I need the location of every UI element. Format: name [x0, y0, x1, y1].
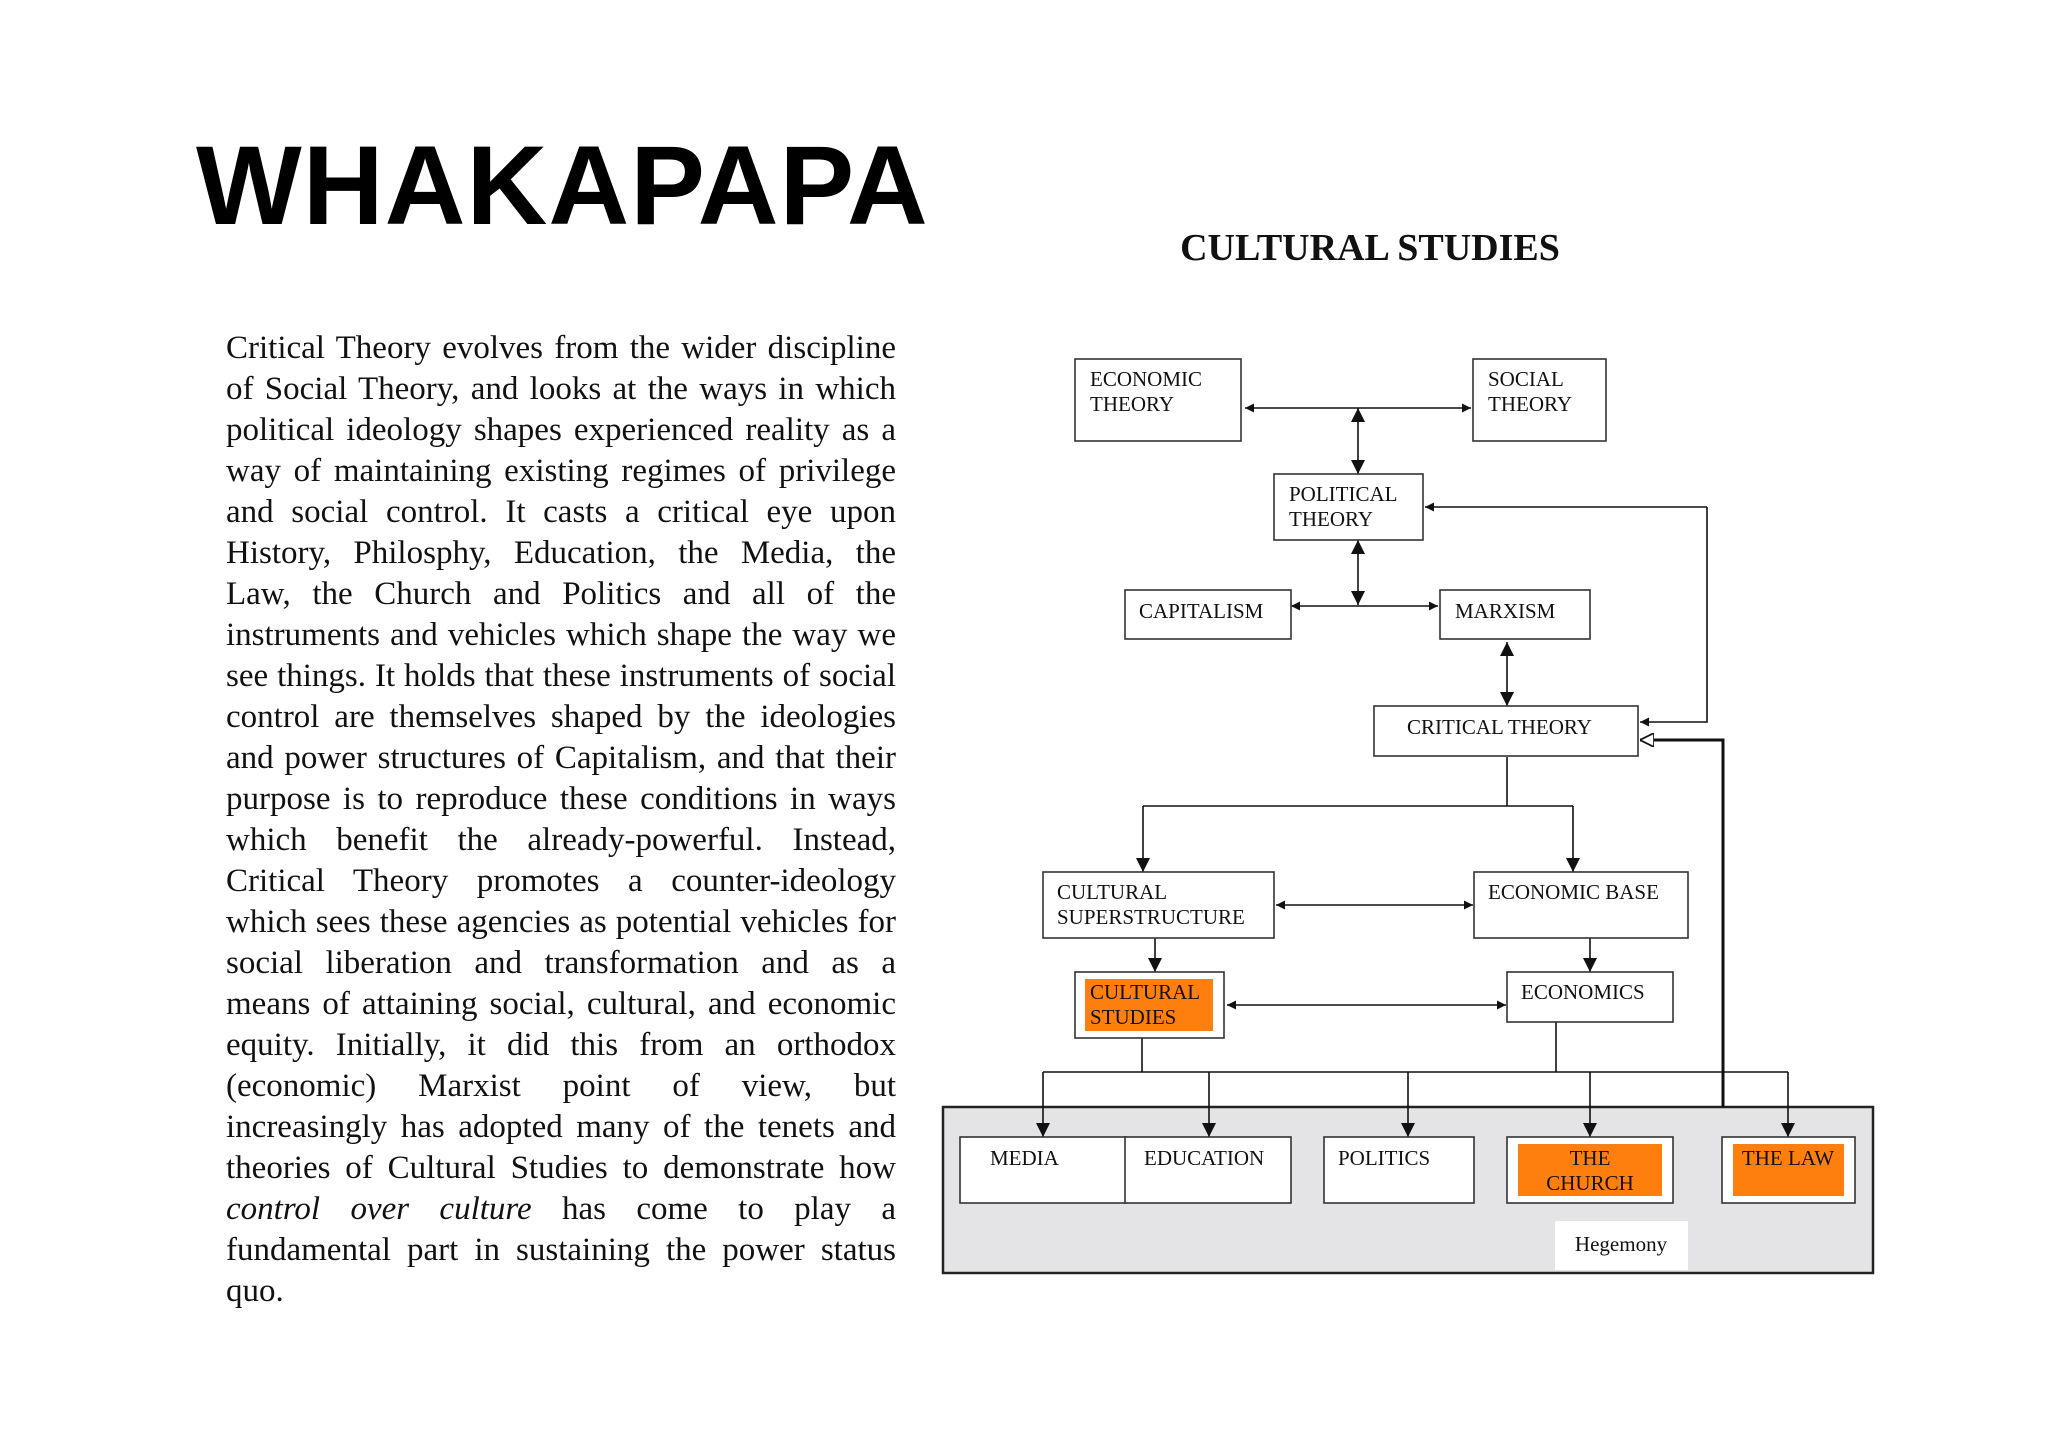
- node-label: THEORY: [1289, 507, 1373, 531]
- node-label: ECONOMICS: [1521, 980, 1645, 1004]
- node-label: THEORY: [1090, 392, 1174, 416]
- node-political-theory: [1274, 474, 1423, 540]
- node-label: CULTURAL: [1057, 880, 1168, 904]
- svg-text:SOCIALTHEORY: [1488, 367, 1572, 416]
- node-label: CAPITALISM: [1139, 599, 1264, 623]
- node-label: Hegemony: [1574, 1232, 1668, 1256]
- node-critical-theory: [1374, 706, 1638, 756]
- node-label: MEDIA: [990, 1146, 1059, 1170]
- node-label: THE: [1569, 1146, 1611, 1170]
- node-economics: [1507, 972, 1673, 1022]
- node-label: POLITICS: [1338, 1146, 1431, 1170]
- node-social-theory: [1473, 359, 1606, 441]
- node-label: POLITICAL: [1289, 482, 1398, 506]
- node-label: SUPERSTRUCTURE: [1057, 905, 1245, 929]
- node-label: SOCIAL: [1488, 367, 1564, 391]
- node-cultural-superstructure: [1043, 872, 1274, 938]
- diagram-title: CULTURAL STUDIES: [1180, 227, 1560, 269]
- node-economic-theory: [1075, 359, 1241, 441]
- node-label: THE LAW: [1741, 1146, 1835, 1170]
- paragraph-text: Critical Theory evolves from the wider discipline of Social Theory, and looks at the ways in which political ideology shapes experienced reality as a way of maintaining existing regimes of privilege and social control. It casts a critical eye upon History, Philosphy, Education, the Media, the Law, the Church and Politics and all of the instruments and vehicles which shape the way we see things. It holds that these instruments of social control are themselves shaped by the ideologies and power structures of Capitalism, and that their purpose is to reproduce these conditions in ways which benefit the already-powerful. Instead, Critical Theory promotes a counter-ideology which sees these agencies as potential vehicles for social liberation and transformation and as a means of attaining social, cultural, and economic equity. Initially, it did this from an orthodox (economic) Marxist point of view, but increasingly has adopted many of the tenets and theories of Cultural Studies to demonstrate how: [226, 330, 896, 1186]
- node-label: MARXISM: [1455, 599, 1556, 623]
- paragraph-text-end: has come to play a fundamental part in sustaining the power status quo.: [226, 1191, 896, 1309]
- node-label: EDUCATION: [1144, 1146, 1265, 1170]
- hegemony-label: [1555, 1221, 1688, 1270]
- node-the-law: [1722, 1137, 1855, 1203]
- node-label: ECONOMIC: [1090, 367, 1203, 391]
- node-politics: [1324, 1137, 1474, 1203]
- paragraph-emphasis: control over culture: [226, 1191, 532, 1227]
- page-title: WHAKAPAPA: [196, 123, 929, 248]
- node-label: THEORY: [1488, 392, 1572, 416]
- node-label: CULTURAL: [1090, 980, 1201, 1004]
- node-capitalism: [1125, 590, 1291, 639]
- node-media: [960, 1137, 1126, 1203]
- node-label: STUDIES: [1090, 1005, 1177, 1029]
- node-education: [1125, 1137, 1291, 1203]
- node-the-church: [1507, 1137, 1673, 1203]
- node-cultural-studies: [1075, 972, 1224, 1038]
- node-label: CRITICAL THEORY: [1407, 715, 1592, 739]
- node-label: ECONOMIC BASE: [1488, 880, 1659, 904]
- node-marxism: [1440, 590, 1590, 639]
- node-label: CHURCH: [1546, 1171, 1634, 1195]
- node-economic-base: [1474, 872, 1688, 938]
